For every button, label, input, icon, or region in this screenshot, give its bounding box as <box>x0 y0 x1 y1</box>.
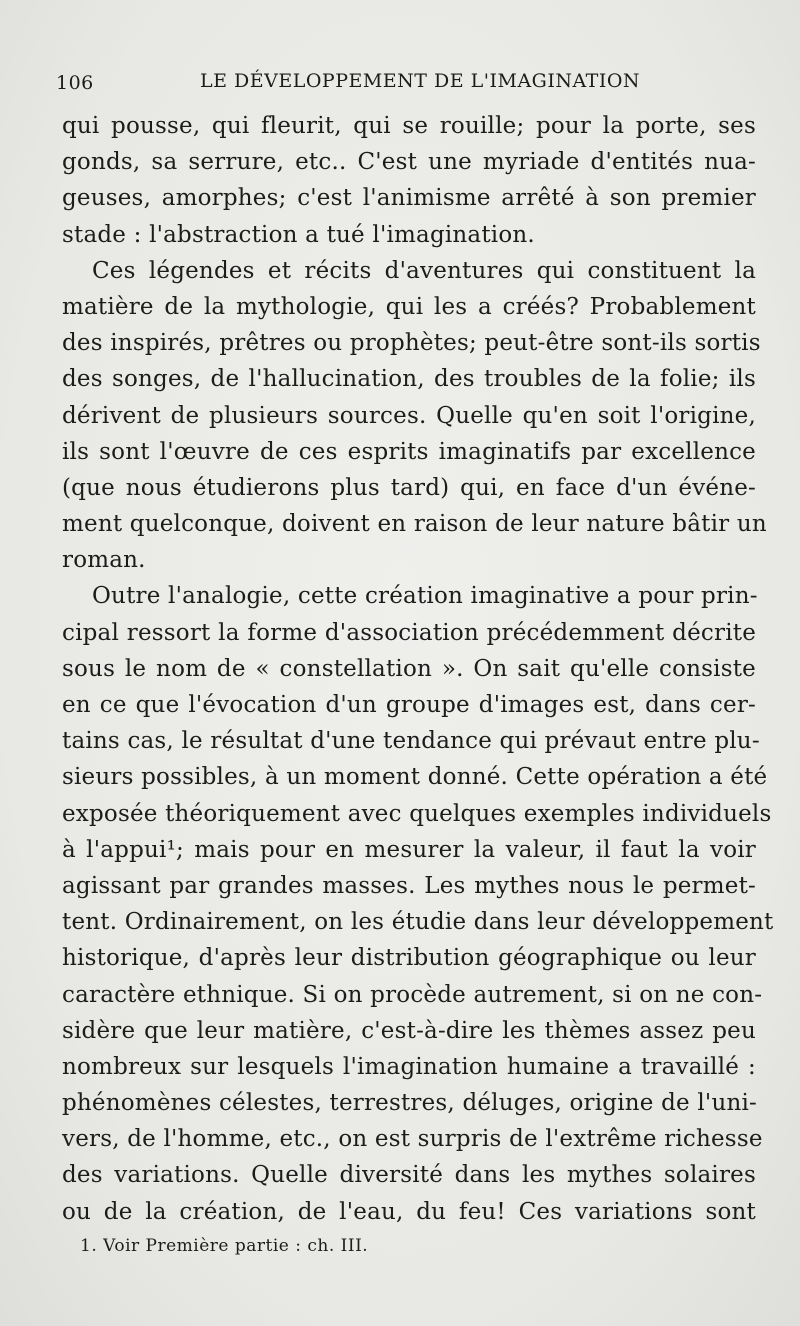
text-line: ment quelconque, doivent en raison de leur nature bâtir un <box>62 511 767 538</box>
text-line: historique, d'après leur distribution géographique ou leur <box>62 945 756 972</box>
text-line: des songes, de l'hallucination, des troubles de la folie; ils <box>62 366 756 393</box>
text-line: caractère ethnique. Si on procède autrement, si on ne con- <box>62 981 763 1008</box>
body-text <box>62 108 774 1230</box>
text-line: des variations. Quelle diversité dans les mythes solaires <box>62 1162 756 1189</box>
text-line: cipal ressort la forme d'association précédemment décrite <box>62 619 756 646</box>
paragraph-start-line: Outre l'analogie, cette création imaginative a pour prin- <box>92 583 758 610</box>
text-line: vers, de l'homme, etc., on est surpris de l'extrême richesse <box>62 1126 763 1153</box>
text-line: phénomènes célestes, terrestres, déluges, origine de l'uni- <box>62 1090 757 1117</box>
text-line: exposée théoriquement avec quelques exemples individuels <box>62 800 772 827</box>
text-line: gonds, sa serrure, etc.. C'est une myriade d'entités nua- <box>62 149 756 176</box>
text-line: (que nous étudierons plus tard) qui, en face d'un événe- <box>62 474 756 501</box>
paragraph-start-line: Ces légendes et récits d'aventures qui constituent la <box>92 257 756 284</box>
text-line: à l'appui¹; mais pour en mesurer la valeur, il faut la voir <box>62 836 756 863</box>
text-line: stade : l'abstraction a tué l'imagination. <box>62 221 535 248</box>
text-line: sieurs possibles, à un moment donné. Cette opération a été <box>62 764 768 791</box>
text-line: nombreux sur lesquels l'imagination humaine a travaillé : <box>62 1053 756 1080</box>
text-line: dérivent de plusieurs sources. Quelle qu'en soit l'origine, <box>62 402 756 429</box>
text-line: ils sont l'œuvre de ces esprits imaginatifs par excellence <box>62 438 756 465</box>
text-line: qui pousse, qui fleurit, qui se rouille; pour la porte, ses <box>62 113 756 139</box>
running-title: LE DÉVELOPPEMENT DE L'IMAGINATION <box>200 70 641 92</box>
text-line: agissant par grandes masses. Les mythes nous le permet- <box>62 872 756 899</box>
page-number: 106 <box>56 72 94 94</box>
text-line: tains cas, le résultat d'une tendance qui prévaut entre plu- <box>62 728 760 755</box>
text-line: ou de la création, de l'eau, du feu! Ces variations sont <box>62 1198 756 1225</box>
footnote: 1. Voir Première partie : ch. III. <box>80 1236 369 1256</box>
text-line: sous le nom de « constellation ». On sait qu'elle consiste <box>62 655 756 682</box>
text-line: matière de la mythologie, qui les a créés? Probablement <box>62 293 756 320</box>
text-line: sidère que leur matière, c'est-à-dire les thèmes assez peu <box>62 1017 756 1044</box>
text-line: tent. Ordinairement, on les étudie dans leur développement <box>62 909 774 936</box>
text-line: roman. <box>62 547 146 574</box>
text-line: en ce que l'évocation d'un groupe d'images est, dans cer- <box>62 692 756 718</box>
page-header <box>56 66 746 102</box>
text-line: des inspirés, prêtres ou prophètes; peut-être sont-ils sortis <box>62 330 761 357</box>
text-line: geuses, amorphes; c'est l'animisme arrêté à son premier <box>62 185 756 212</box>
